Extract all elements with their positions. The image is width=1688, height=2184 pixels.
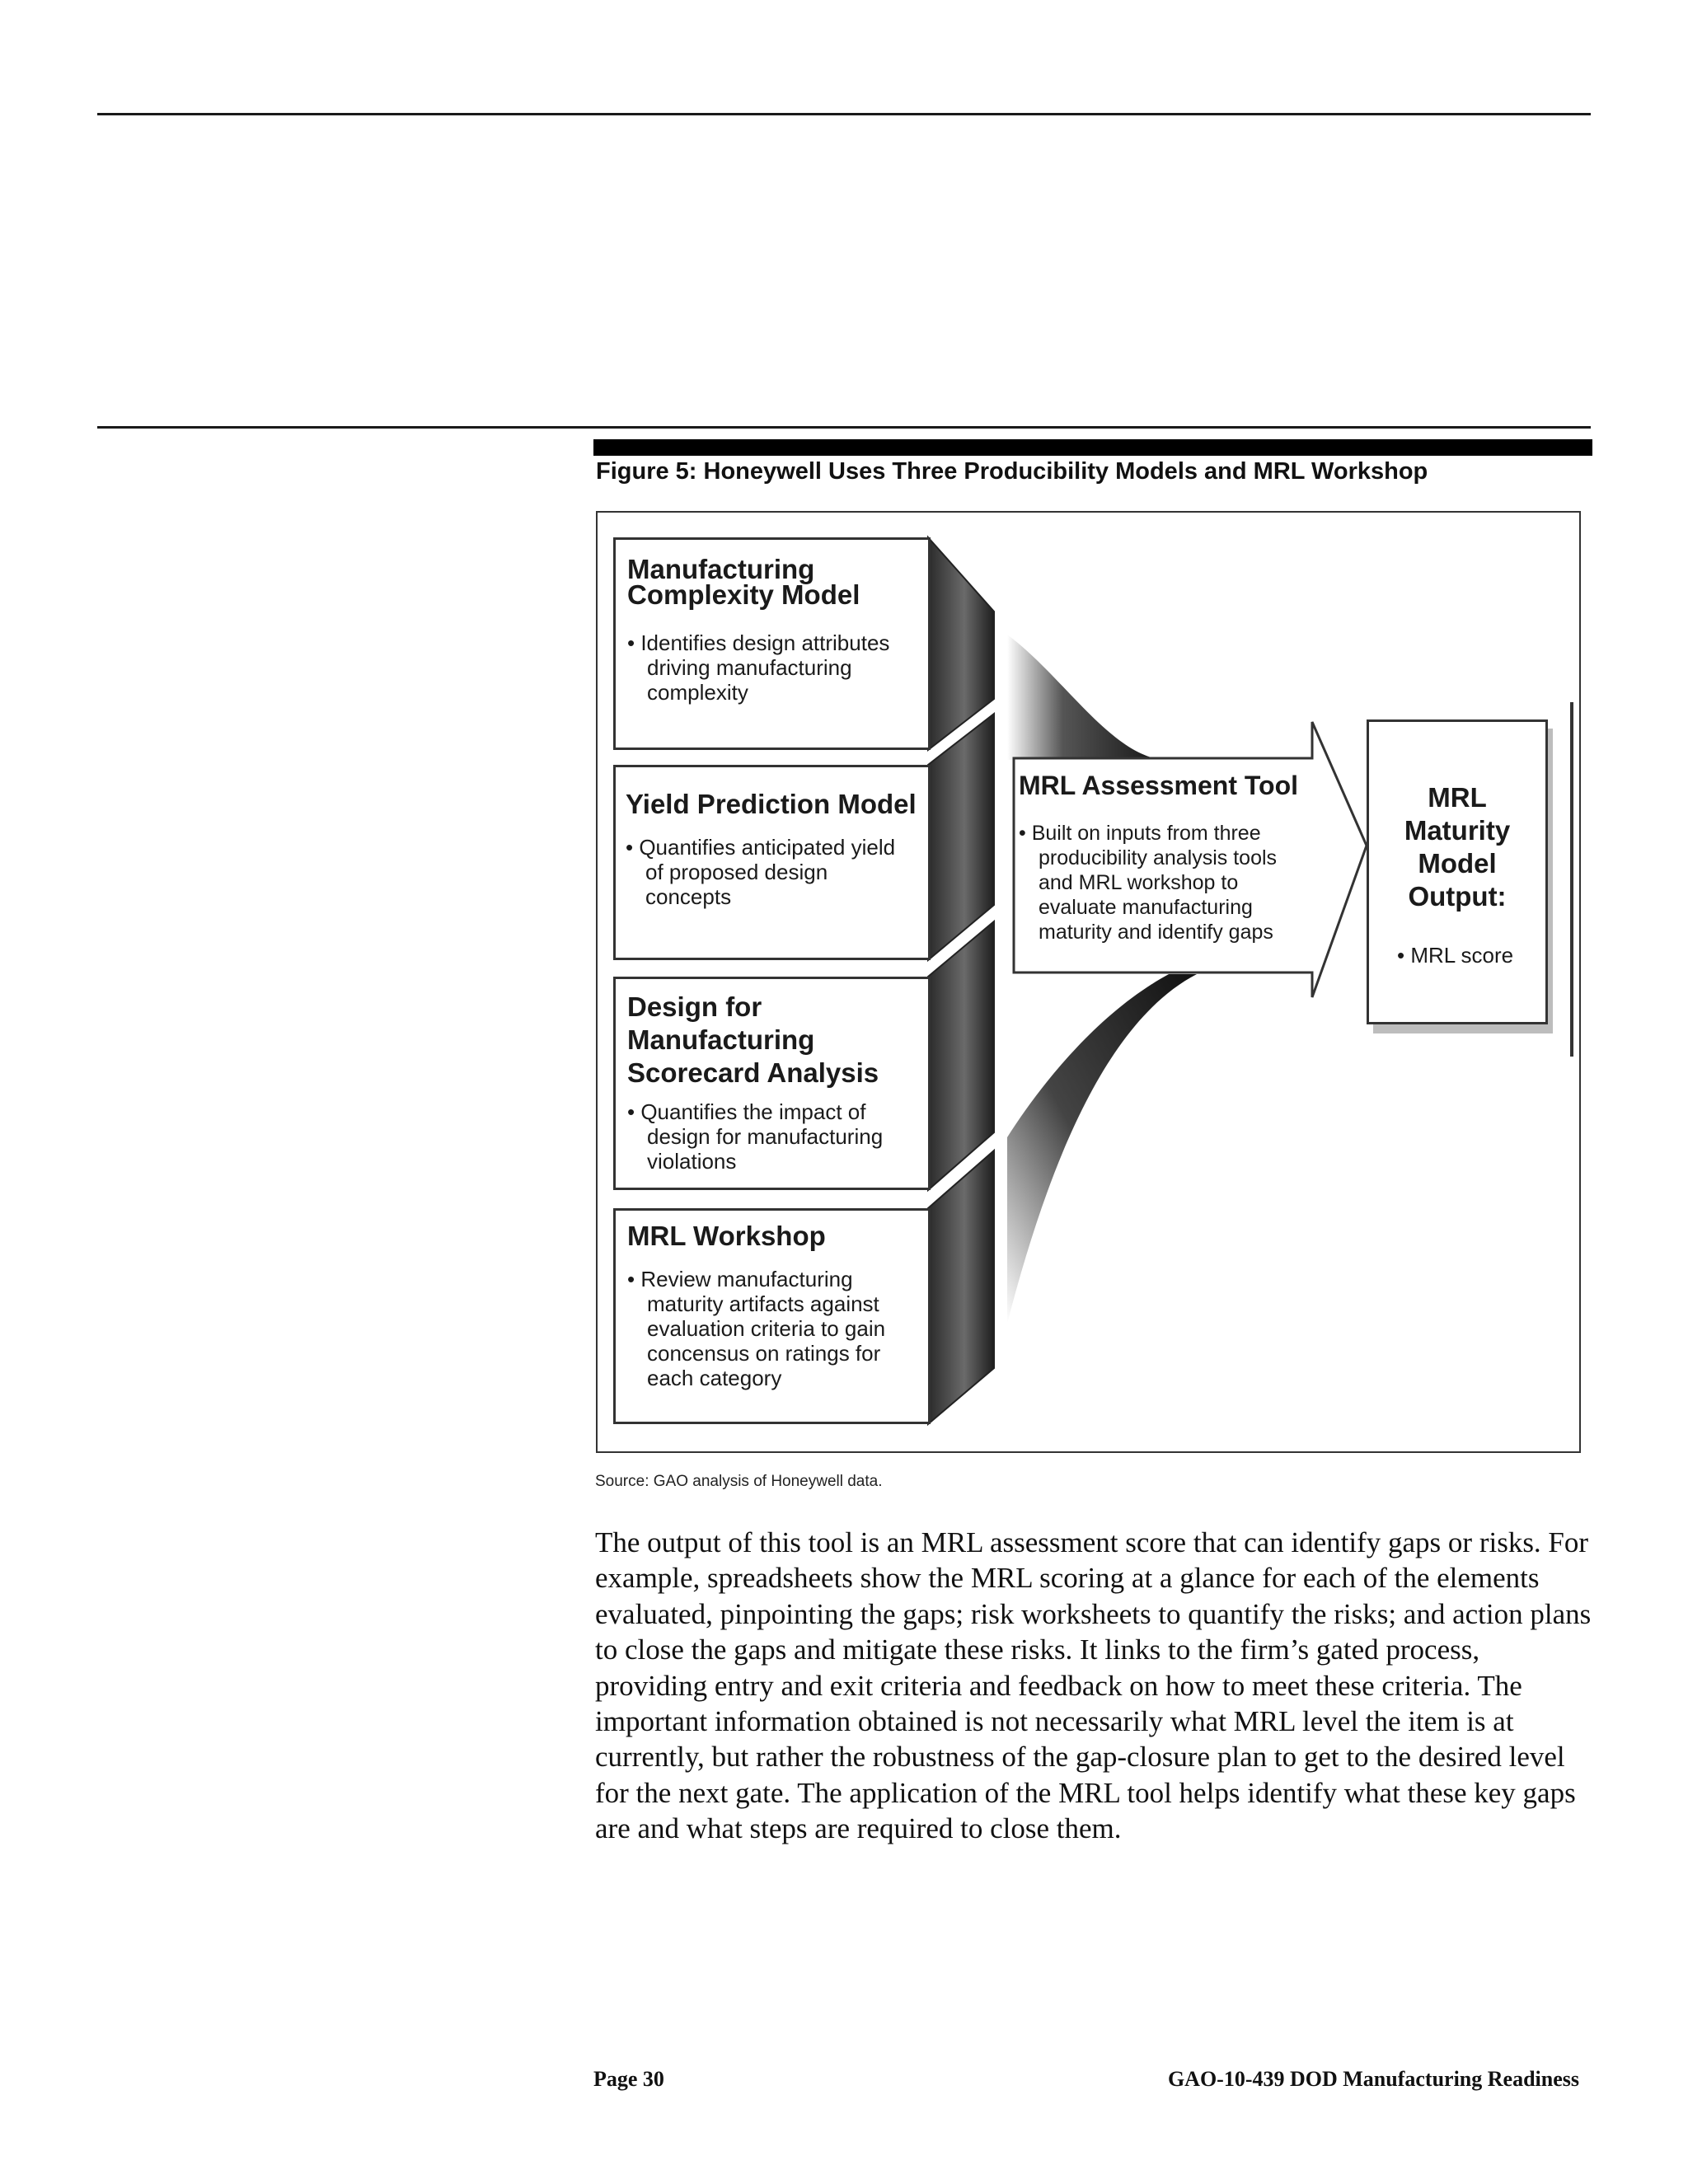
page-number: Page 30 [593, 2067, 664, 2091]
model-box-dfm-scorecard [613, 977, 931, 1190]
bevel-3 [928, 921, 994, 1190]
model-bullet: • Quantifies anticipated yield of proposed design concepts [626, 835, 896, 909]
bevel-4 [928, 1151, 994, 1424]
model-title: Yield Prediction Model [626, 789, 917, 819]
body-paragraph: The output of this tool is an MRL assessment score that can identify gaps or risks. For example, spreadsheets show the MRL scoring at a glance for each of the elements evaluated, pinpointing the gaps; risk worksheets to quantify the risks; and action plans to close the gaps and mitigate these risks. It links to the firm’s gated process, providing entry and exit criteria and feedback on how to meet these criteria. The important information obtained is not necessarily what MRL level the item is at currently, but rather the robustness of the gap-closure plan to get to the desired level for the next gate. The application of the MRL tool helps identify what these key gaps are and what steps are required to close them. [595, 1526, 1592, 1845]
assessment-tool [1019, 770, 1315, 944]
model-bullet: • Identifies design attributes driving manufacturing complexity [627, 630, 890, 705]
model-box-manufacturing-complexity [613, 537, 931, 750]
model-box-yield-prediction [613, 765, 931, 960]
model-title: MRL Workshop [627, 1221, 826, 1251]
model-bullet: • Quantifies the impact of design for manufacturing violations [627, 1099, 884, 1174]
tool-bullet: • Built on inputs from three producibility analysis tools and MRL workshop to evaluate manufacturing maturity and identify gaps [1019, 822, 1278, 944]
output-box-edge [1570, 702, 1573, 1057]
swoosh-bottom [1007, 974, 1197, 1324]
model-bullet: • Review manufacturing maturity artifacts against evaluation criteria to gain concensus on ratings for each category [627, 1267, 886, 1390]
figure-source: Source: GAO analysis of Honeywell data. [595, 1473, 883, 1490]
output-title: MRL Maturity Model Output: [1404, 782, 1511, 912]
output-box [1367, 719, 1548, 1024]
model-box-mrl-workshop [613, 1208, 931, 1424]
figure-title: Figure 5: Honeywell Uses Three Producibility Models and MRL Workshop [596, 458, 1428, 485]
report-title: GAO-10-439 DOD Manufacturing Readiness [1167, 2067, 1579, 2091]
model-title: Manufacturing Complexity Model [627, 554, 860, 610]
output-bullet: • MRL score [1397, 943, 1514, 968]
bevel-1 [928, 537, 994, 750]
bevel-2 [928, 714, 994, 960]
swoosh-top [1007, 635, 1166, 760]
tool-title: MRL Assessment Tool [1019, 771, 1299, 800]
model-title: Design for Manufacturing Scorecard Analysis [627, 991, 879, 1088]
